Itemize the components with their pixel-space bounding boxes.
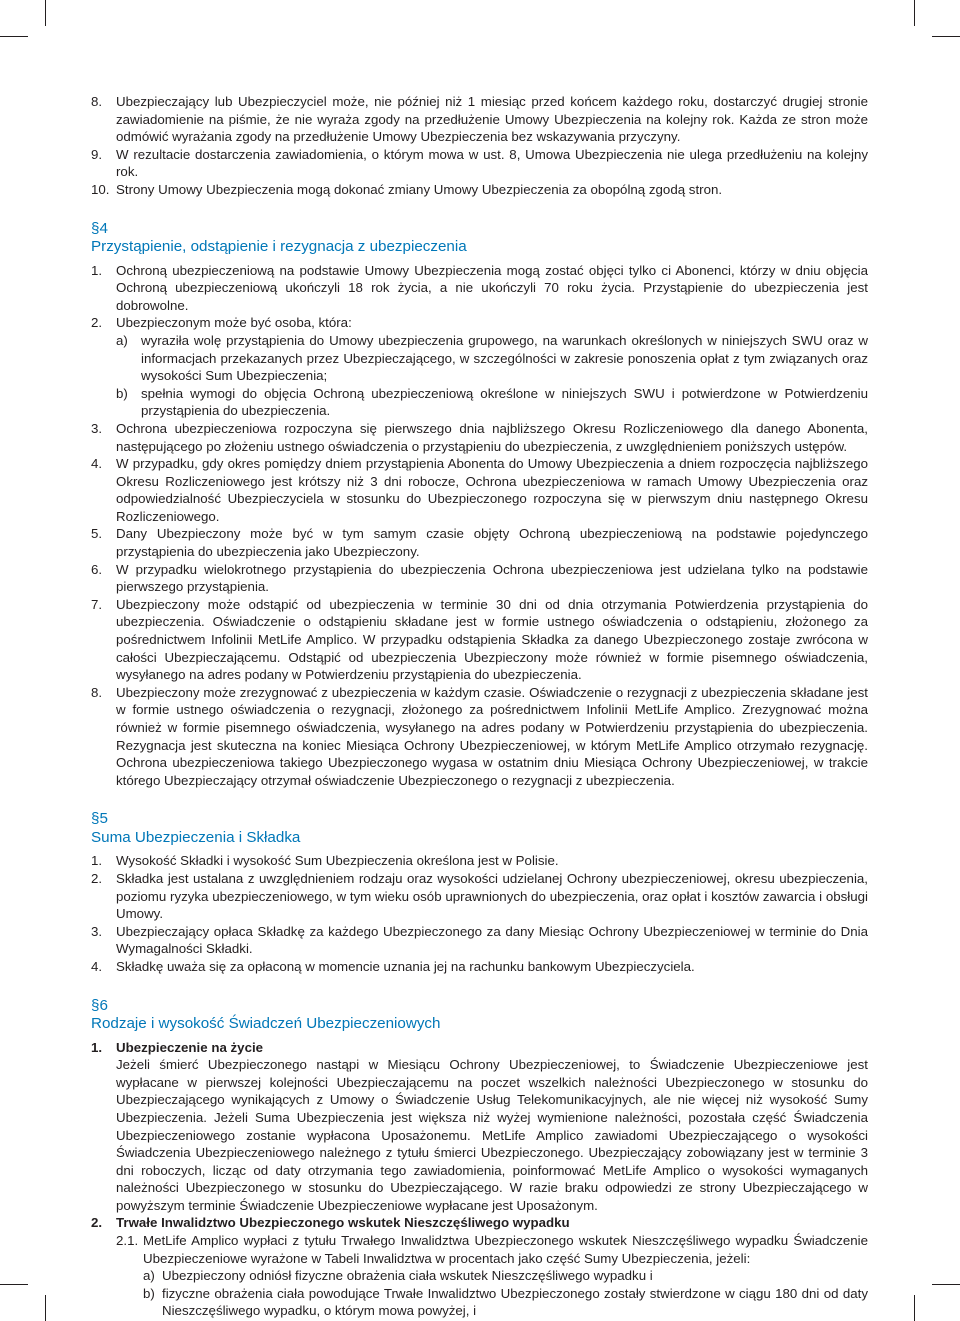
item-text: Składkę uważa się za opłaconą w momencie uznania jej na rachunku bankowym Ubezpieczyciela. — [116, 958, 695, 974]
point — [143, 1285, 868, 1320]
list-item — [91, 852, 868, 870]
item-text: Ubezpieczony może odstąpić od ubezpieczenia w terminie 30 dni od dnia otrzymania Potwierdzenia przystąpienia do ubezpieczenia. Oświadczenie o odstąpieniu składane jest w formie ustnego oświadczenia o odstąpieniu, złożonego za pośrednictwem Infolinii MetLife Amplico. W przypadku odstąpienia Składka za danego Ubezpieczonego zostaje zwrócona w całości Ubezpieczającemu. Odstąpić od ubezpieczenia Ubezpieczony może również w formie pisemnego oświadczenia, wysyłanego na adres podany w Potwierdzeniu przystąpienia do ubezpieczenia. — [116, 596, 868, 683]
point-label: b) — [143, 1285, 155, 1301]
point — [143, 1267, 868, 1285]
item-number: 7. — [91, 596, 103, 612]
item-number: 3. — [91, 420, 103, 436]
list-item — [91, 181, 868, 199]
item-number: 1. — [91, 1039, 103, 1055]
sub-item-text: MetLife Amplico wypłaci z tytułu Trwałego Inwalidztwa Ubezpieczonego wskutek Nieszczęśliwego wypadku Świadczenie Ubezpieczeniowe wyrażone w Tabeli Inwalidztwa w procentach jako część Sumy Ubezpieczenia, jeżeli: — [143, 1233, 868, 1266]
item-text: Ochroną ubezpieczeniową na podstawie Umowy Ubezpieczenia mogą zostać objęci tylko ci Abonenci, którzy w dniu objęcia Ochroną ubezpieczeniową ukończyli 18 rok życia, a nie ukończyli 70 roku życia. Przystąpienie do ubezpieczenia jest dobrowolne. — [116, 262, 868, 313]
section-number: §4 — [91, 219, 108, 237]
crop-mark-top-left-vertical — [45, 0, 46, 26]
section-6 — [91, 997, 868, 1321]
item-body — [116, 314, 868, 420]
section-5 — [91, 810, 868, 975]
section-number: §5 — [91, 810, 108, 828]
crop-mark-bottom-left — [0, 1284, 28, 1285]
sub-item-text: spełnia wymogi do objęcia Ochroną ubezpieczeniową określone w niniejszych SWU i potwierdzone w Potwierdzeniu przystąpienia do ubezpieczenia. — [141, 385, 868, 419]
section-title: Suma Ubezpieczenia i Składka — [91, 828, 301, 846]
crop-mark-bottom-left-vertical — [45, 1295, 46, 1321]
item-body — [116, 1214, 868, 1320]
item-text: W przypadku wielokrotnego przystąpienia do ubezpieczenia Ochrona ubezpieczeniowa jest udzielana tylko na podstawie pierwszego przystąpienia. — [116, 561, 868, 595]
item-text: Wysokość Składki i wysokość Sum Ubezpieczenia określona jest w Polisie. — [116, 853, 559, 869]
item-text: Dany Ubezpieczony może być w tym samym czasie objęty Ochroną ubezpieczeniową na podstawie pojedynczego przystąpienia do ubezpieczenia jako Ubezpieczony. — [116, 526, 868, 560]
list-item — [91, 420, 868, 455]
item-number: 1. — [91, 853, 103, 869]
list-item — [91, 596, 868, 684]
list-item — [91, 146, 868, 181]
item-number: 8. — [91, 94, 103, 109]
crop-mark-bottom-right — [932, 1284, 960, 1285]
list-item — [91, 870, 868, 923]
item-text: W przypadku, gdy okres pomiędzy dniem przystąpienia Abonenta do Umowy Ubezpieczenia a dniem rozpoczęcia najbliższego Okresu Rozliczeniowego jest krótszy niż 3 dni robocze, Ochrona ubezpieczeniowa w ramach Umowy Ubezpieczenia oraz odpowiedzialność Ubezpieczyciela w stosunku do Ubezpieczonego rozpoczyna się w pierwszym dniu następnego Okresu Rozliczeniowego. — [116, 456, 868, 524]
crop-mark-top-right — [932, 36, 960, 37]
list-item — [91, 314, 868, 420]
item-heading: Trwałe Inwalidztwo Ubezpieczonego wskutek Nieszczęśliwego wypadku — [116, 1215, 570, 1231]
list-item — [91, 1039, 868, 1215]
document-body — [91, 93, 868, 1320]
list-item — [91, 93, 868, 146]
sub-item-label: a) — [116, 332, 128, 348]
item-number: 4. — [91, 456, 103, 472]
item-number: 9. — [91, 146, 103, 162]
sub-item-body — [143, 1232, 868, 1320]
section-title: Rodzaje i wysokość Świadczeń Ubezpieczeniowych — [91, 1015, 441, 1033]
sub-item — [116, 332, 868, 385]
section-number: §6 — [91, 996, 108, 1014]
item-number: 5. — [91, 526, 103, 542]
item-number: 2. — [91, 315, 103, 331]
crop-mark-top-left — [0, 36, 28, 37]
item-number: 8. — [91, 684, 103, 700]
item-text: Składka jest ustalana z uwzględnieniem rodzaju oraz wysokości udzielanej Ochrony ubezpieczeniowej, okresu ubezpieczenia, poziomu ryzyka ubezpieczeniowego, w tym wieku osób uprawnionych do ubezpieczenia, oraz opłat i kosztów zawarcia i obsługi Umowy. — [116, 870, 868, 922]
sub-item-number: 2.1. — [116, 1233, 139, 1249]
item-text: W rezultacie dostarczenia zawiadomienia, o którym mowa w ust. 8, Umowa Ubezpieczenia nie ulega przedłużeniu na kolejny rok. — [116, 146, 868, 180]
item-number: 10. — [91, 181, 110, 197]
list-item — [91, 525, 868, 560]
point-text: fizyczne obrażenia ciała powodujące Trwałe Inwalidztwo Ubezpieczonego zostały stwierdzone w ciągu 180 dni od daty Nieszczęśliwego wypadku, o którym mowa powyżej, i — [162, 1285, 868, 1319]
list-item — [91, 923, 868, 958]
item-number: 2. — [91, 1215, 103, 1231]
sub-item-label: b) — [116, 385, 128, 401]
item-text: Strony Umowy Ubezpieczenia mogą dokonać zmiany Umowy Ubezpieczenia za obopólną zgodą stron. — [116, 181, 723, 197]
item-number: 1. — [91, 262, 103, 278]
section-title: Przystąpienie, odstąpienie i rezygnacja z ubezpieczenia — [91, 238, 467, 256]
item-body — [116, 1039, 868, 1215]
item-number: 3. — [91, 923, 103, 939]
list-item — [91, 455, 868, 525]
list-item — [91, 958, 868, 976]
list-item — [91, 1214, 868, 1320]
sub-item-text: wyraziła wolę przystąpienia do Umowy ubezpieczenia grupowego, na warunkach określonych w niniejszych SWU oraz w informacjach przekazanych przez Ubezpieczającego, w szczególności w zakresie ponoszenia opłat z tym związanych oraz wysokości Sum Ubezpieczenia; — [141, 332, 868, 384]
list-item — [91, 262, 868, 315]
sub-item — [116, 1232, 868, 1320]
item-number: 6. — [91, 561, 103, 577]
item-text: Ubezpieczający lub Ubezpieczyciel może, nie później niż 1 miesiąc przed końcem każdego roku, dostarczyć drugiej stronie zawiadomienie na piśmie, że nie wyraża zgody na przedłużenie Umowy Ubezpieczenia na kolejny rok. Każda ze stron może odmówić wyrażania zgody na przedłużenie Umowy Ubezpieczenia bez wskazywania przyczyny. — [116, 94, 868, 145]
item-text: Ubezpieczający opłaca Składkę za każdego Ubezpieczonego za dany Miesiąc Ochrony Ubezpieczeniowej w terminie do Dnia Wymagalności Składki. — [116, 923, 868, 957]
point-text: Ubezpieczony odniósł fizyczne obrażenia ciała wskutek Nieszczęśliwego wypadku i — [162, 1268, 653, 1284]
section-3-continued — [91, 93, 868, 199]
list-item — [91, 684, 868, 790]
item-number: 2. — [91, 870, 103, 886]
item-text: Jeżeli śmierć Ubezpieczonego nastąpi w Miesiącu Ochrony Ubezpieczeniowej, to Świadczenie Ubezpieczeniowe jest wypłacane w pierwszej kolejności Ubezpieczającemu na poczet wszelkich należności Ubezpieczonego w stosunku do Ubezpieczającego wynikających z Umowy o Świadczenie Usług Telekomunikacyjnych, ale nie więcej niż wysokość Sumy Ubezpieczenia. Jeżeli Suma Ubezpieczenia jest większa niż wyżej wymienione należności, pozostała część Świadczenia Ubezpieczeniowego zostanie wypłacona Uposażonemu. MetLife Amplico zawiadomi Ubezpieczającego o wysokości Świadczenia Ubezpieczeniowego należnego z tytułu śmierci Ubezpieczonego. Ubezpieczający zobowiązany jest w terminie 3 dni roboczych, licząc od daty otrzymania tego zawiadomienia, poinformować MetLife Amplico o wysokości wymaganych należności Ubezpieczonego w stosunku do Ubezpieczającego. W razie braku odpowiedzi ze strony Ubezpieczającego w powyższym terminie Świadczenie Ubezpieczeniowe wypłacane jest Uposażonym. — [116, 1057, 868, 1213]
item-text: Ubezpieczony może zrezygnować z ubezpieczenia w każdym czasie. Oświadczenie o rezygnacji z ubezpieczenia składane jest w formie ustnego oświadczenia o rezygnacji, złożonego za pośrednictwem Infolinii MetLife Amplico. Zrezygnować można również w formie pisemnego oświadczenia, wysyłanego na adres podany w Potwierdzeniu przystąpienia do ubezpieczenia. Rezygnacja jest skuteczna na koniec Miesiąca Ochrony Ubezpieczeniowej, w którym MetLife Amplico otrzymało rezygnację. Ochrona ubezpieczeniowa takiego Ubezpieczonego wygasa w ostatnim dniu Miesiąca Ochrony Ubezpieczeniowej, w trakcie którego Ubezpieczający otrzymał oświadczenie Ubezpieczonego o rezygnacji z ubezpieczenia. — [116, 684, 868, 788]
item-text: Ochrona ubezpieczeniowa rozpoczyna się pierwszego dnia najbliższego Okresu Rozliczeniowego dla danego Abonenta, następującego po złożeniu ustnego oświadczenia o przystąpieniu do ubezpieczenia, z uwzględnieniem poniższych ustępów. — [116, 420, 868, 454]
item-text: Ubezpieczonym może być osoba, która: — [116, 315, 352, 331]
sub-item — [116, 385, 868, 420]
item-heading: Ubezpieczenie na życie — [116, 1039, 264, 1055]
list-item — [91, 561, 868, 596]
section-4 — [91, 220, 868, 790]
item-number: 4. — [91, 958, 103, 974]
crop-mark-bottom-right-vertical — [914, 1295, 915, 1321]
point-label: a) — [143, 1268, 155, 1284]
crop-mark-top-right-vertical — [914, 0, 915, 26]
